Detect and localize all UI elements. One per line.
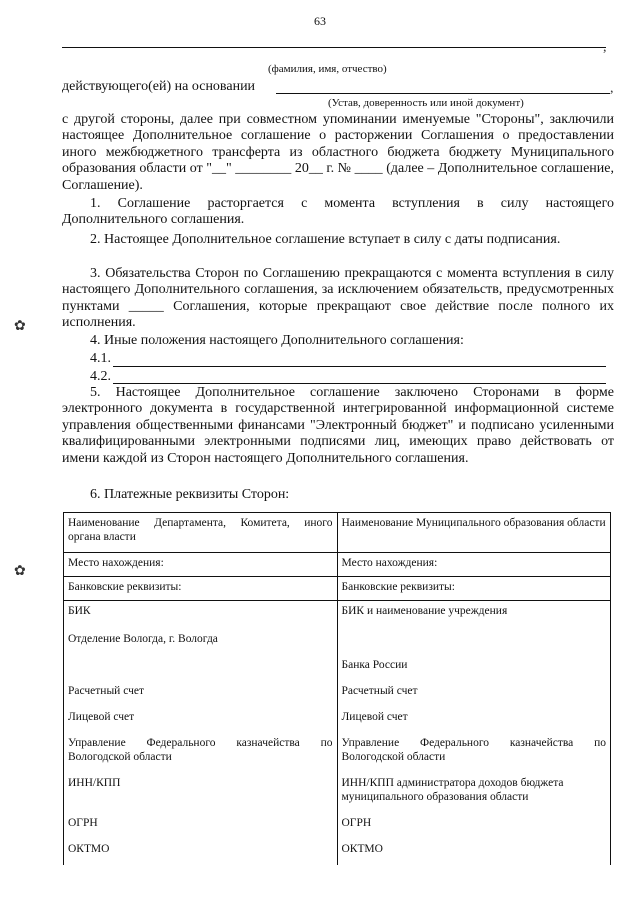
intro-paragraph: с другой стороны, далее при совместном упоминании именуемые "Стороны", заключили настоящее Дополнительное соглашение о расторжении Соглашения о предоставлении иного межбюджетного трансферта из областного бюджета бюджету Муниципального образования области от "__" ________ 20__ г. № ____ (далее – Дополнительное соглашение, Соглашение).: [62, 112, 614, 193]
location-left-cell: Место нахождения:: [64, 553, 338, 577]
table-row: [64, 629, 611, 655]
account-left-cell: Расчетный счет: [64, 681, 338, 707]
ogrn-right-cell: ОГРН: [337, 813, 611, 839]
requisites-table: [63, 512, 611, 865]
table-row: [64, 773, 611, 813]
clause-5: 5. Настоящее Дополнительное соглашение заключено Сторонами в форме электронного документа в государственной интегрированной информационной системе управления общественными финансами "Электронный бюджет" и подписано усиленными квалифицированными электронными подписями лиц, имеющих право действовать от имени каждой из Сторон настоящего Дополнительного соглашения.: [62, 385, 614, 466]
table-row: [64, 681, 611, 707]
bank-left-cell: Банковские реквизиты:: [64, 577, 338, 601]
bik-left-cell: БИК: [64, 601, 338, 629]
fio-line-comma: ,: [603, 40, 607, 55]
personal-left-cell: Лицевой счет: [64, 707, 338, 733]
table-row: [64, 577, 611, 601]
table-row: [64, 733, 611, 773]
treasury-right-cell: Управление Федерального казначейства по Вологодской области: [337, 733, 611, 773]
table-row: [64, 513, 611, 553]
caption-basis: (Устав, доверенность или иной документ): [328, 97, 524, 109]
inn-left-cell: ИНН/КПП: [64, 773, 338, 813]
clause-1: 1. Соглашение расторгается с момента вступления в силу настоящего Дополнительного соглашения.: [62, 196, 614, 228]
ogrn-left-cell: ОГРН: [64, 813, 338, 839]
clause-4-2-label: 4.2.: [90, 369, 111, 384]
personal-right-cell: Лицевой счет: [337, 707, 611, 733]
caption-fio: (фамилия, имя, отчество): [268, 63, 387, 75]
bik-right-cell: БИК и наименование учреждения: [337, 601, 611, 629]
bank-right-cell: Банковские реквизиты:: [337, 577, 611, 601]
header-right-cell: Наименование Муниципального образования области: [337, 513, 611, 553]
branch-left-cell: Отделение Вологда, г. Вологда: [64, 629, 338, 655]
location-right-cell: Место нахождения:: [337, 553, 611, 577]
margin-mark-icon: ✿: [14, 564, 26, 579]
margin-mark-icon: ✿: [14, 319, 26, 334]
table-row: [64, 813, 611, 839]
table-row: [64, 601, 611, 629]
clause-4: 4. Иные положения настоящего Дополнительного соглашения:: [90, 333, 464, 348]
table-row: [64, 655, 611, 681]
clause-4-1-line: [113, 366, 606, 367]
basis-line: [276, 93, 610, 94]
table-row: [64, 553, 611, 577]
clause-4-1-label: 4.1.: [90, 351, 111, 366]
oktmo-left-cell: ОКТМО: [64, 839, 338, 865]
table-row: [64, 839, 611, 865]
clause-6: 6. Платежные реквизиты Сторон:: [90, 487, 290, 502]
page-number: 63: [314, 14, 326, 28]
empty-left-cell: [64, 655, 338, 681]
branch-right-cell: [337, 629, 611, 655]
account-right-cell: Расчетный счет: [337, 681, 611, 707]
table-row: [64, 707, 611, 733]
clause-2: 2. Настоящее Дополнительное соглашение вступает в силу с даты подписания.: [90, 232, 561, 247]
treasury-left-cell: Управление Федерального казначейства по Вологодской области: [64, 733, 338, 773]
inn-right-cell: ИНН/КПП администратора доходов бюджета муниципального образования области: [337, 773, 611, 813]
basis-line-comma: ,: [610, 81, 614, 96]
oktmo-right-cell: ОКТМО: [337, 839, 611, 865]
clause-4-2-line: [113, 383, 606, 384]
bank-russia-right-cell: Банка России: [337, 655, 611, 681]
header-left-cell: Наименование Департамента, Комитета, иного органа власти: [64, 513, 338, 553]
acting-on-basis-label: действующего(ей) на основании: [62, 79, 256, 94]
clause-3: 3. Обязательства Сторон по Соглашению прекращаются с момента вступления в силу настоящего Дополнительного соглашения, за исключением обязательств, предусмотренных пунктами _____ Соглашения, которые прекращают свое действие после полного их исполнения.: [62, 266, 614, 331]
fio-line: [62, 47, 606, 48]
